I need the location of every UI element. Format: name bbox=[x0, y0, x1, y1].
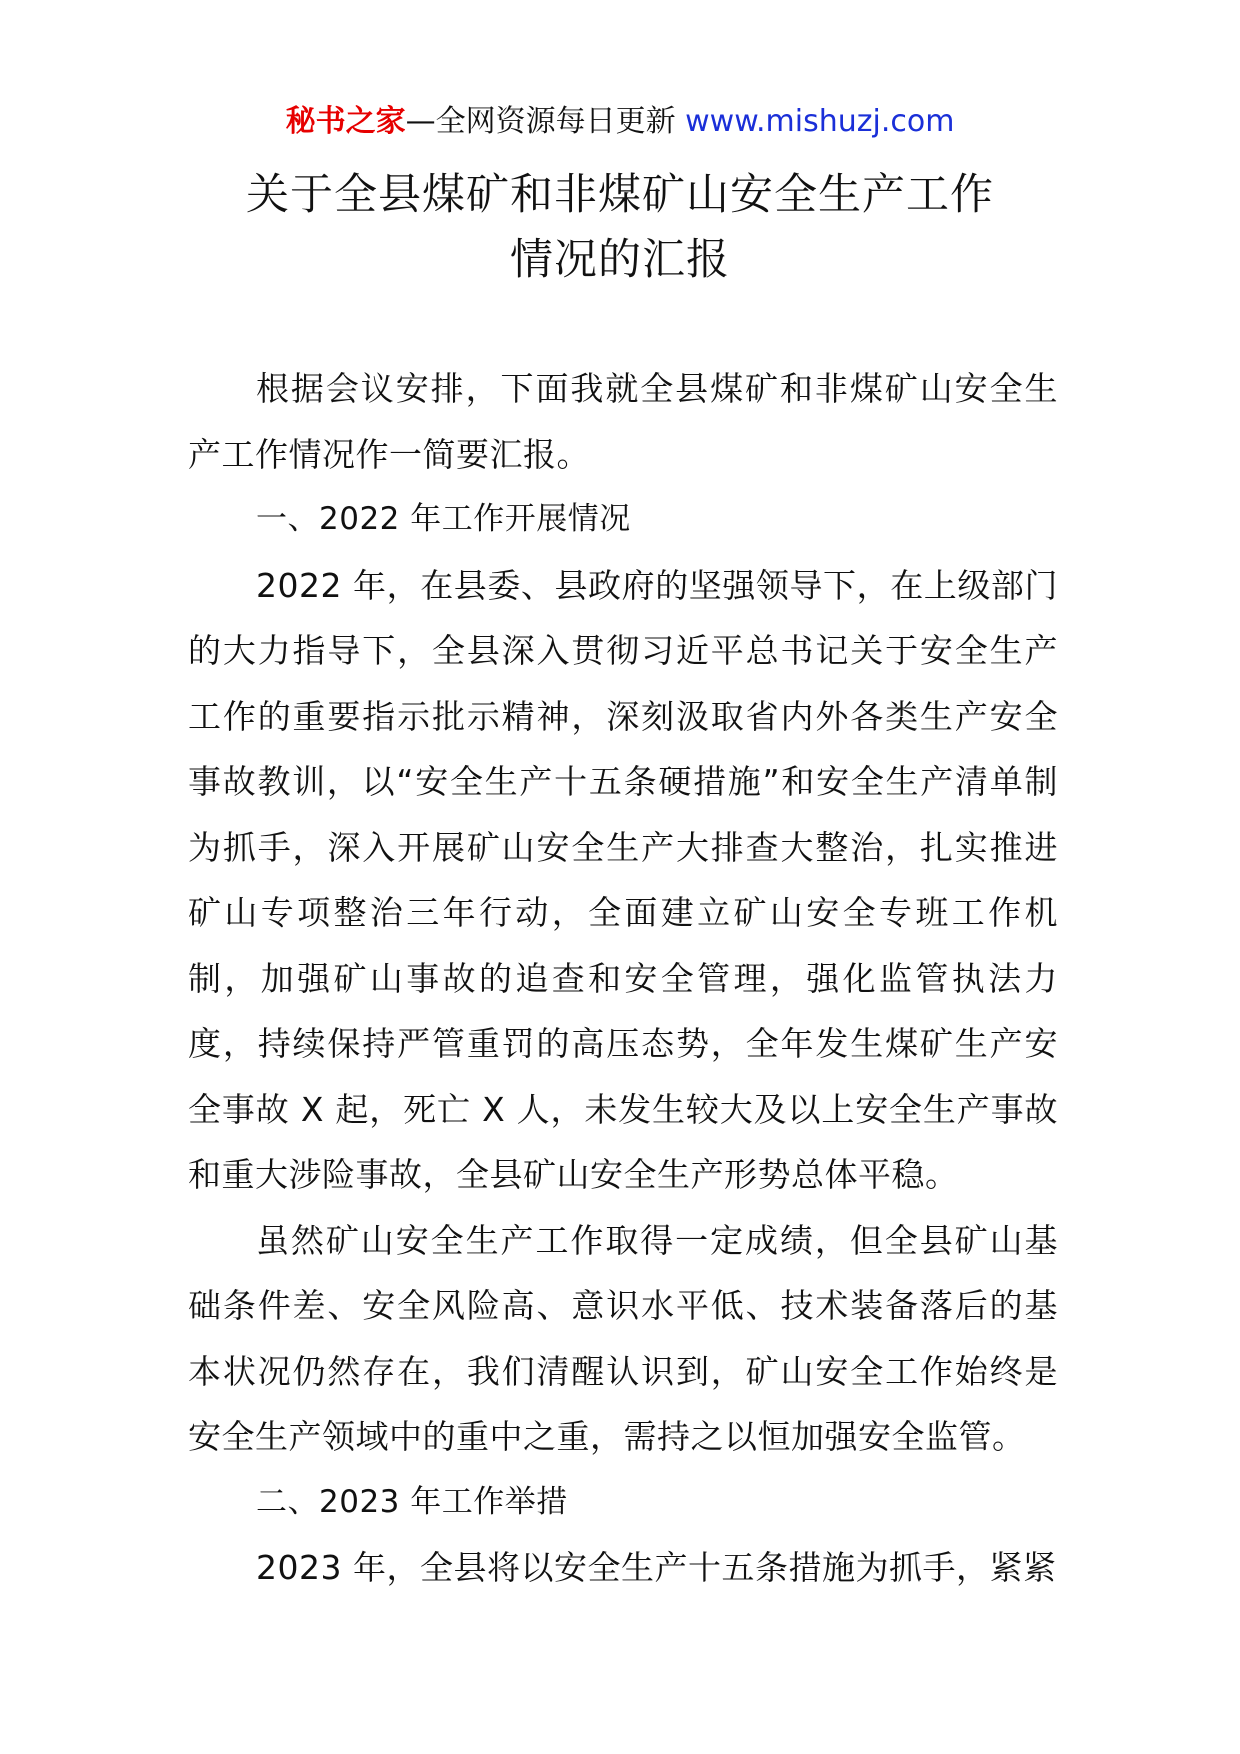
document-body bbox=[188, 356, 1058, 1601]
paragraph-2022-summary: 2022 年，在县委、县政府的坚强领导下，在上级部门的大力指导下，全县深入贯彻习近平总书记关于安全生产工作的重要指示批示精神，深刻汲取省内外各类生产安全事故教训，以“安全生产十五条硬措施”和安全生产清单制为抓手，深入开展矿山安全生产大排查大整治，扎实推进矿山专项整治三年行动，全面建立矿山安全专班工作机制，加强矿山事故的追查和安全管理，强化监管执法力度，持续保持严管重罚的高压态势，全年发生煤矿生产安全事故 X 起，死亡 X 人，未发生较大及以上安全生产事故和重大涉险事故，全县矿山安全生产形势总体平稳。 bbox=[188, 565, 1058, 1194]
paragraph-problems: 虽然矿山安全生产工作取得一定成绩，但全县矿山基础条件差、安全风险高、意识水平低、技术装备落后的基本状况仍然存在，我们清醒认识到，矿山安全工作始终是安全生产领域中的重中之重，需持之以恒加强安全监管。 bbox=[188, 1220, 1058, 1456]
brand-name: 秘书之家 bbox=[285, 104, 406, 139]
watermark-header bbox=[0, 100, 1240, 144]
paragraph-intro: 根据会议安排，下面我就全县煤矿和非煤矿山安全生产工作情况作一简要汇报。 bbox=[188, 369, 1058, 474]
title-line-1: 关于全县煤矿和非煤矿山安全生产工作 bbox=[246, 170, 994, 220]
document-title bbox=[0, 163, 1240, 293]
paragraph-2023-measures: 2023 年，全县将以安全生产十五条措施为抓手，紧紧 bbox=[256, 1548, 1057, 1587]
section-heading-1: 一、2022 年工作开展情况 bbox=[256, 501, 631, 537]
section-heading-2: 二、2023 年工作举措 bbox=[256, 1483, 568, 1520]
tagline: —全网资源每日更新 bbox=[405, 104, 686, 139]
title-line-2: 情况的汇报 bbox=[510, 235, 730, 285]
site-url-link[interactable]: www.mishuzj.com bbox=[685, 104, 955, 139]
